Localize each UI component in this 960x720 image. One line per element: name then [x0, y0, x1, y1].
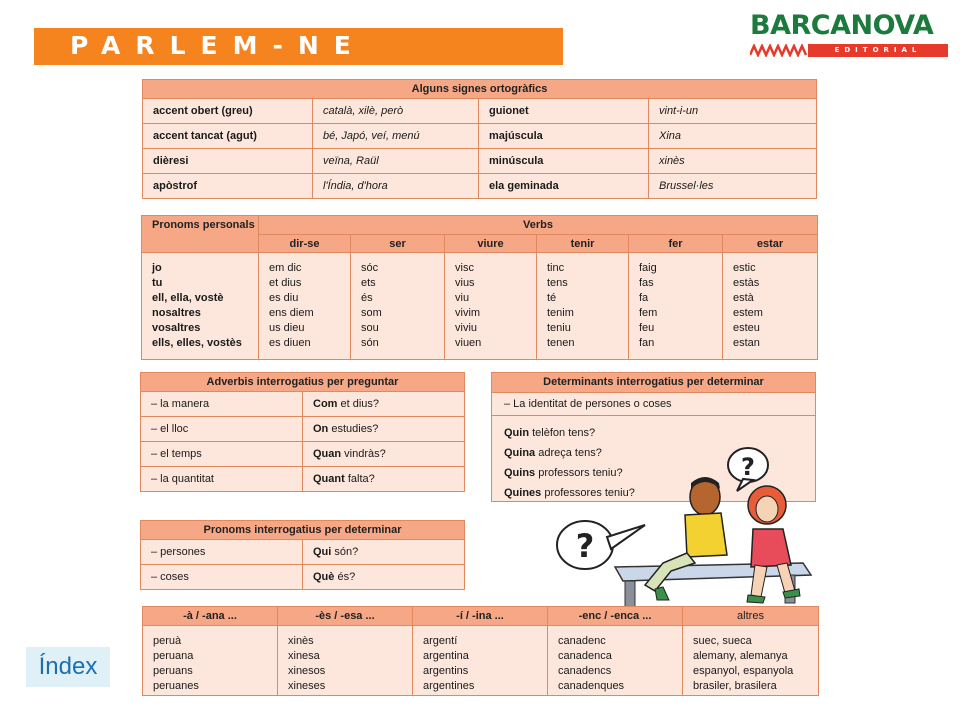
table-row	[143, 124, 817, 149]
grammar-sheet	[138, 72, 822, 708]
table-row	[141, 467, 465, 492]
sign-example: Brussel·les	[649, 174, 817, 199]
girl-character	[747, 486, 800, 603]
question-rest: et dius?	[337, 398, 380, 410]
question-word: Quan	[313, 448, 342, 460]
sign-name: minúscula	[479, 149, 649, 174]
demonym-forms: argentí argentina argentins argentines	[413, 626, 548, 696]
pronoun-use: – persones	[141, 540, 303, 565]
page-title: PARLEM-NE	[70, 31, 366, 60]
table-row	[141, 417, 465, 442]
sign-example: bé, Japó, veí, menú	[313, 124, 479, 149]
sign-example: veïna, Raül	[313, 149, 479, 174]
verb-forms: faig fas fa fem feu fan	[629, 253, 723, 360]
pronoms-interrogatius-table	[140, 520, 465, 590]
adverbis-title: Adverbis interrogatius per preguntar	[141, 373, 465, 392]
sign-name: majúscula	[479, 124, 649, 149]
question-word: Què	[313, 571, 335, 583]
index-button[interactable]: Índex	[26, 647, 110, 687]
sign-example: Xina	[649, 124, 817, 149]
adverb-use: – la manera	[141, 392, 303, 417]
verb-forms: em dic et dius es diu ens diem us dieu es diuen	[259, 253, 351, 360]
question-rest: estudies?	[328, 423, 379, 435]
list-item	[504, 423, 815, 443]
verb-header: viure	[445, 235, 537, 253]
logo-subtitle: EDITORIAL	[808, 44, 948, 57]
question-word: Quina	[504, 447, 536, 459]
sign-name: accent tancat (agut)	[143, 124, 313, 149]
table-row	[141, 392, 465, 417]
suffix-header: altres	[683, 607, 819, 626]
demonym-forms: canadenc canadenca canadencs canadenques	[548, 626, 683, 696]
verb-header: fer	[629, 235, 723, 253]
adverb-use: – la quantitat	[141, 467, 303, 492]
determinants-title: Determinants interrogatius per determinar	[492, 373, 815, 393]
table-row	[143, 174, 817, 199]
adverb-use: – el lloc	[141, 417, 303, 442]
determinants-subtitle: – La identitat de persones o coses	[492, 393, 815, 416]
gentilicis-table	[142, 606, 819, 696]
sign-name: dièresi	[143, 149, 313, 174]
adverbis-table	[140, 372, 465, 492]
demonym-forms: xinès xinesa xinesos xineses	[278, 626, 413, 696]
signes-table	[142, 79, 817, 199]
speech-bubble-left	[557, 521, 645, 569]
suffix-header: -à / -ana ...	[143, 607, 278, 626]
verb-forms: tinc tens té tenim teniu tenen	[537, 253, 629, 360]
logo-name: BARCANOVA	[750, 10, 934, 41]
sign-name: accent obert (greu)	[143, 99, 313, 124]
question-word: Com	[313, 398, 338, 410]
pronoms-header: Pronoms personals	[142, 216, 259, 253]
verb-header: dir-se	[259, 235, 351, 253]
sign-example: xinès	[649, 149, 817, 174]
question-word: Quant	[313, 473, 345, 485]
question-rest: professores teniu?	[541, 487, 635, 499]
title-banner	[34, 28, 563, 65]
question-rest: són?	[331, 546, 359, 558]
verbs-header: Verbs	[259, 216, 818, 235]
verb-forms: estic estàs està estem esteu estan	[723, 253, 818, 360]
question-rest: professors teniu?	[535, 467, 623, 479]
pronoms-int-title: Pronoms interrogatius per determinar	[141, 521, 465, 540]
sign-example: l'Índia, d'hora	[313, 174, 479, 199]
table-row	[143, 626, 819, 696]
question-word: Quines	[504, 487, 542, 499]
question-word: Quin	[504, 427, 530, 439]
speech-bubble-right	[728, 448, 768, 491]
question-rest: és?	[334, 571, 356, 583]
demonym-forms: peruà peruana peruans peruanes	[143, 626, 278, 696]
sign-name: guionet	[479, 99, 649, 124]
boy-character	[645, 477, 727, 600]
demonym-forms: suec, sueca alemany, alemanya espanyol, espanyola brasiler, brasilera	[683, 626, 819, 696]
question-rest: adreça tens?	[535, 447, 602, 459]
adverb-use: – el temps	[141, 442, 303, 467]
cartoon-illustration	[545, 445, 818, 610]
table-row	[143, 149, 817, 174]
question-word: On	[313, 423, 329, 435]
suffix-header: -enc / -enca ...	[548, 607, 683, 626]
sign-example: català, xilè, però	[313, 99, 479, 124]
suffix-header: -ès / -esa ...	[278, 607, 413, 626]
table-row	[141, 442, 465, 467]
suffix-header: -í / -ina ...	[413, 607, 548, 626]
barcanova-logo	[750, 10, 950, 60]
question-rest: telèfon tens?	[529, 427, 596, 439]
sign-name: ela geminada	[479, 174, 649, 199]
verb-forms: sóc ets és som sou són	[351, 253, 445, 360]
sign-name: apòstrof	[143, 174, 313, 199]
verb-forms: visc vius viu vivim viviu viuen	[445, 253, 537, 360]
question-mark-left: ?	[575, 527, 595, 565]
question-mark-right: ?	[741, 453, 755, 481]
sign-example: vint-i-un	[649, 99, 817, 124]
table-row	[141, 565, 465, 590]
question-rest: vindràs?	[341, 448, 386, 460]
question-word: Quins	[504, 467, 536, 479]
table-row	[143, 99, 817, 124]
question-word: Qui	[313, 546, 332, 558]
table-row	[141, 540, 465, 565]
logo-zigzag-icon	[750, 44, 808, 57]
verb-header: estar	[723, 235, 818, 253]
pronoun-use: – coses	[141, 565, 303, 590]
verb-header: ser	[351, 235, 445, 253]
question-rest: falta?	[344, 473, 375, 485]
signes-title: Alguns signes ortogràfics	[143, 80, 817, 99]
pronoms-list: jo tu ell, ella, vostè nosaltres vosaltres ells, elles, vostès	[142, 253, 259, 360]
table-row	[142, 253, 818, 360]
verbs-table	[141, 215, 818, 360]
verb-header: tenir	[537, 235, 629, 253]
